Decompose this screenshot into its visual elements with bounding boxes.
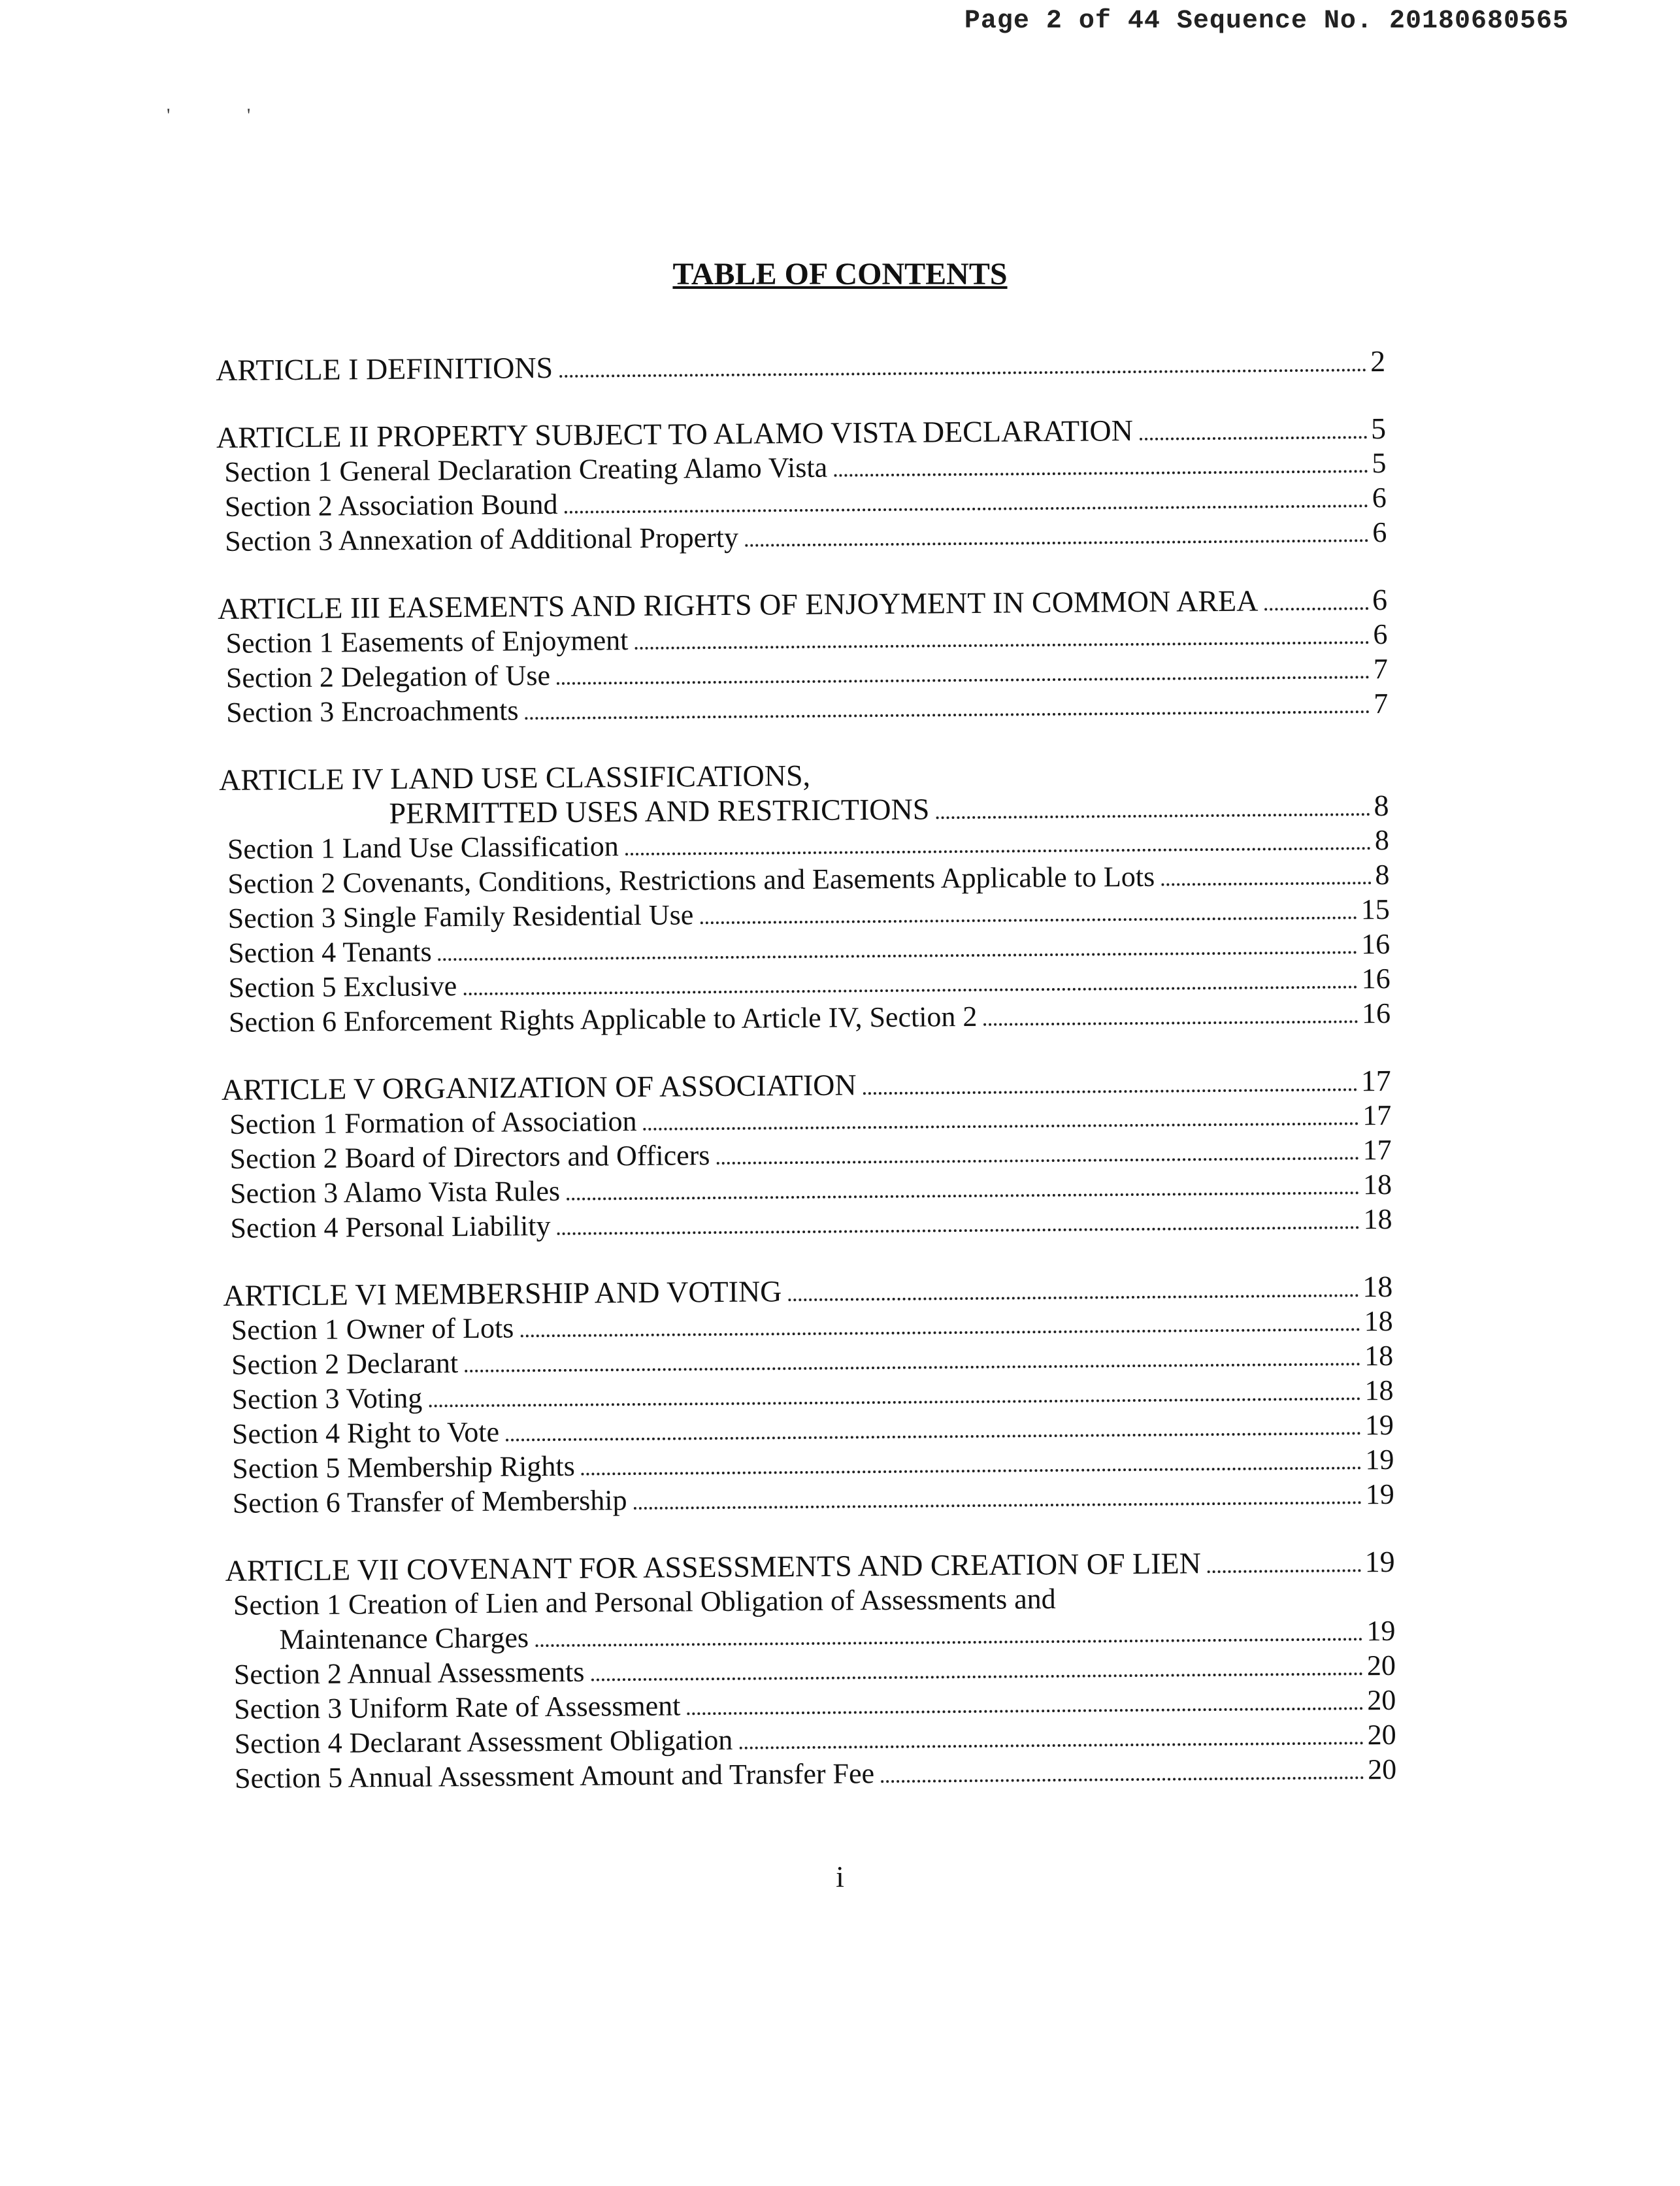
dot-leader <box>465 1362 1360 1372</box>
dot-leader <box>1264 606 1368 610</box>
page-number: 2 <box>1370 344 1386 378</box>
dot-leader <box>739 1741 1363 1749</box>
toc-entry <box>216 344 1385 388</box>
entry-text: Section 2 Declarant <box>231 1347 459 1381</box>
article-i <box>216 344 1385 388</box>
page-number: 16 <box>1360 927 1391 961</box>
dot-leader <box>1161 881 1371 886</box>
page-number: 20 <box>1367 1718 1396 1751</box>
entry-text: Section 1 General Declaration Creating Alamo Vista <box>224 451 828 488</box>
dot-leader <box>520 1327 1360 1337</box>
entry-text: Section 2 Delegation of Use <box>225 659 551 694</box>
dot-leader <box>788 1293 1359 1301</box>
page-number: 15 <box>1360 893 1390 926</box>
dot-leader <box>429 1397 1360 1407</box>
page-number: 17 <box>1362 1099 1392 1132</box>
page-number: 20 <box>1367 1753 1397 1786</box>
document-title: TABLE OF CONTENTS <box>672 257 1008 291</box>
dot-leader <box>1140 435 1367 440</box>
entry-text: Section 3 Encroachments <box>226 694 519 729</box>
entry-text: Section 1 Owner of Lots <box>231 1312 514 1346</box>
article-ii <box>216 411 1387 559</box>
entry-text: ARTICLE III EASEMENTS AND RIGHTS OF ENJOYMENT IN COMMON AREA <box>217 584 1259 625</box>
page-number: 18 <box>1364 1339 1394 1372</box>
entry-text: PERMITTED USES AND RESTRICTIONS <box>389 792 930 830</box>
dot-leader <box>936 812 1370 819</box>
speck: ' <box>246 105 251 126</box>
entry-text: Section 1 Formation of Association <box>229 1104 637 1140</box>
entry-text: Section 6 Enforcement Rights Applicable to Article IV, Section 2 <box>228 1000 978 1038</box>
dot-leader <box>644 1121 1359 1131</box>
page-number: 18 <box>1364 1374 1394 1407</box>
dot-leader <box>1208 1568 1361 1573</box>
page-number: 18 <box>1362 1269 1393 1304</box>
entry-text: Section 3 Uniform Rate of Assessment <box>234 1689 681 1725</box>
dot-leader <box>716 1156 1359 1165</box>
entry-text: ARTICLE VII COVENANT FOR ASSESSMENTS AND CREATION OF LIEN <box>225 1546 1201 1587</box>
entry-text: Section 4 Tenants <box>228 935 432 969</box>
dot-leader <box>565 504 1368 514</box>
dot-leader <box>525 710 1370 720</box>
entry-text: Section 6 Transfer of Membership <box>232 1484 627 1519</box>
page-number-footer: i <box>836 1860 844 1893</box>
page-number: 18 <box>1362 1168 1392 1201</box>
article-vii <box>225 1544 1396 1796</box>
dot-leader <box>834 469 1368 476</box>
entry-text: Section 4 Right to Vote <box>231 1416 500 1450</box>
page-number: 20 <box>1367 1683 1396 1717</box>
entry-text: Section 4 Personal Liability <box>230 1210 551 1244</box>
page-number: 20 <box>1366 1649 1396 1682</box>
dot-leader <box>881 1776 1364 1783</box>
page-number: 19 <box>1366 1614 1396 1648</box>
article-v <box>222 1063 1392 1246</box>
table-of-contents <box>216 344 1397 1829</box>
dot-leader <box>634 1500 1362 1510</box>
entry-text: ARTICLE V ORGANIZATION OF ASSOCIATION <box>221 1068 857 1106</box>
entry-text: Section 5 Membership Rights <box>232 1449 575 1485</box>
page-number: 18 <box>1363 1202 1392 1236</box>
page-number: 6 <box>1372 516 1387 549</box>
dot-leader <box>582 1466 1362 1475</box>
page-number: 5 <box>1372 446 1387 480</box>
page-number: 7 <box>1373 652 1389 686</box>
speck: ' <box>167 105 171 126</box>
dot-leader <box>557 1225 1360 1235</box>
page-number: 5 <box>1370 411 1387 446</box>
page-number: 17 <box>1362 1133 1392 1167</box>
page-number: 18 <box>1364 1304 1393 1338</box>
page-number: 6 <box>1373 618 1388 651</box>
page-number: 8 <box>1374 788 1389 823</box>
dot-leader <box>559 368 1366 378</box>
dot-leader <box>535 1637 1362 1647</box>
entry-text: Section 1 Creation of Lien and Personal Obligation of Assessments and <box>233 1582 1056 1621</box>
entry-text: Section 1 Land Use Classification <box>227 830 619 865</box>
entry-text: Maintenance Charges <box>279 1621 529 1656</box>
dot-leader <box>557 675 1370 685</box>
entry-text: Section 4 Declarant Assessment Obligation <box>234 1723 733 1760</box>
dot-leader <box>984 1019 1359 1025</box>
scan-specks <box>167 105 322 127</box>
page-number: 17 <box>1360 1063 1392 1098</box>
dot-leader <box>745 538 1368 546</box>
dot-leader <box>438 950 1358 961</box>
dot-leader <box>700 916 1357 924</box>
page-number: 6 <box>1372 481 1387 514</box>
page-number: 19 <box>1365 1443 1394 1476</box>
article-iv <box>219 754 1391 1040</box>
entry-text: Section 3 Voting <box>231 1382 423 1416</box>
dot-leader <box>506 1431 1361 1441</box>
dot-leader <box>591 1672 1363 1681</box>
entry-text: Section 2 Association Bound <box>224 488 558 523</box>
entry-text: ARTICLE I DEFINITIONS <box>216 350 553 387</box>
dot-leader <box>634 640 1369 650</box>
entry-text: ARTICLE VI MEMBERSHIP AND VOTING <box>223 1274 782 1312</box>
dot-leader <box>625 846 1371 855</box>
entry-text: Section 3 Single Family Residential Use <box>227 899 694 935</box>
entry-text: Section 5 Exclusive <box>228 970 457 1004</box>
dot-leader <box>463 985 1357 995</box>
page-number: 16 <box>1361 997 1391 1030</box>
entry-text: Section 2 Board of Directors and Officers <box>229 1139 710 1175</box>
entry-text: Section 2 Annual Assessments <box>233 1655 585 1691</box>
page-number: 19 <box>1365 1478 1394 1511</box>
entry-text: Section 1 Easements of Enjoyment <box>225 624 629 659</box>
entry-text: ARTICLE IV LAND USE CLASSIFICATIONS, <box>218 758 811 797</box>
entry-text: Section 2 Covenants, Conditions, Restrictions and Easements Applicable to Lots <box>227 860 1155 900</box>
entry-text: ARTICLE II PROPERTY SUBJECT TO ALAMO VISTA DECLARATION <box>216 413 1134 454</box>
dot-leader <box>567 1191 1359 1201</box>
page-number: 19 <box>1364 1408 1394 1442</box>
entry-text: Section 3 Alamo Vista Rules <box>229 1174 561 1210</box>
dot-leader <box>863 1087 1357 1095</box>
page-number: 8 <box>1374 823 1390 857</box>
entry-text: Section 3 Annexation of Additional Property <box>225 521 739 557</box>
page-number: 19 <box>1364 1544 1395 1579</box>
dot-leader <box>687 1706 1363 1715</box>
page-number: 16 <box>1361 962 1391 995</box>
page-number: 6 <box>1372 582 1388 617</box>
article-vi <box>223 1269 1394 1521</box>
page-number: 7 <box>1374 687 1389 720</box>
page-header: Page 2 of 44 Sequence No. 20180680565 <box>964 7 1569 36</box>
page-number: 8 <box>1375 858 1390 891</box>
entry-text: Section 5 Annual Assessment Amount and Transfer Fee <box>234 1757 875 1795</box>
article-iii <box>218 582 1389 730</box>
